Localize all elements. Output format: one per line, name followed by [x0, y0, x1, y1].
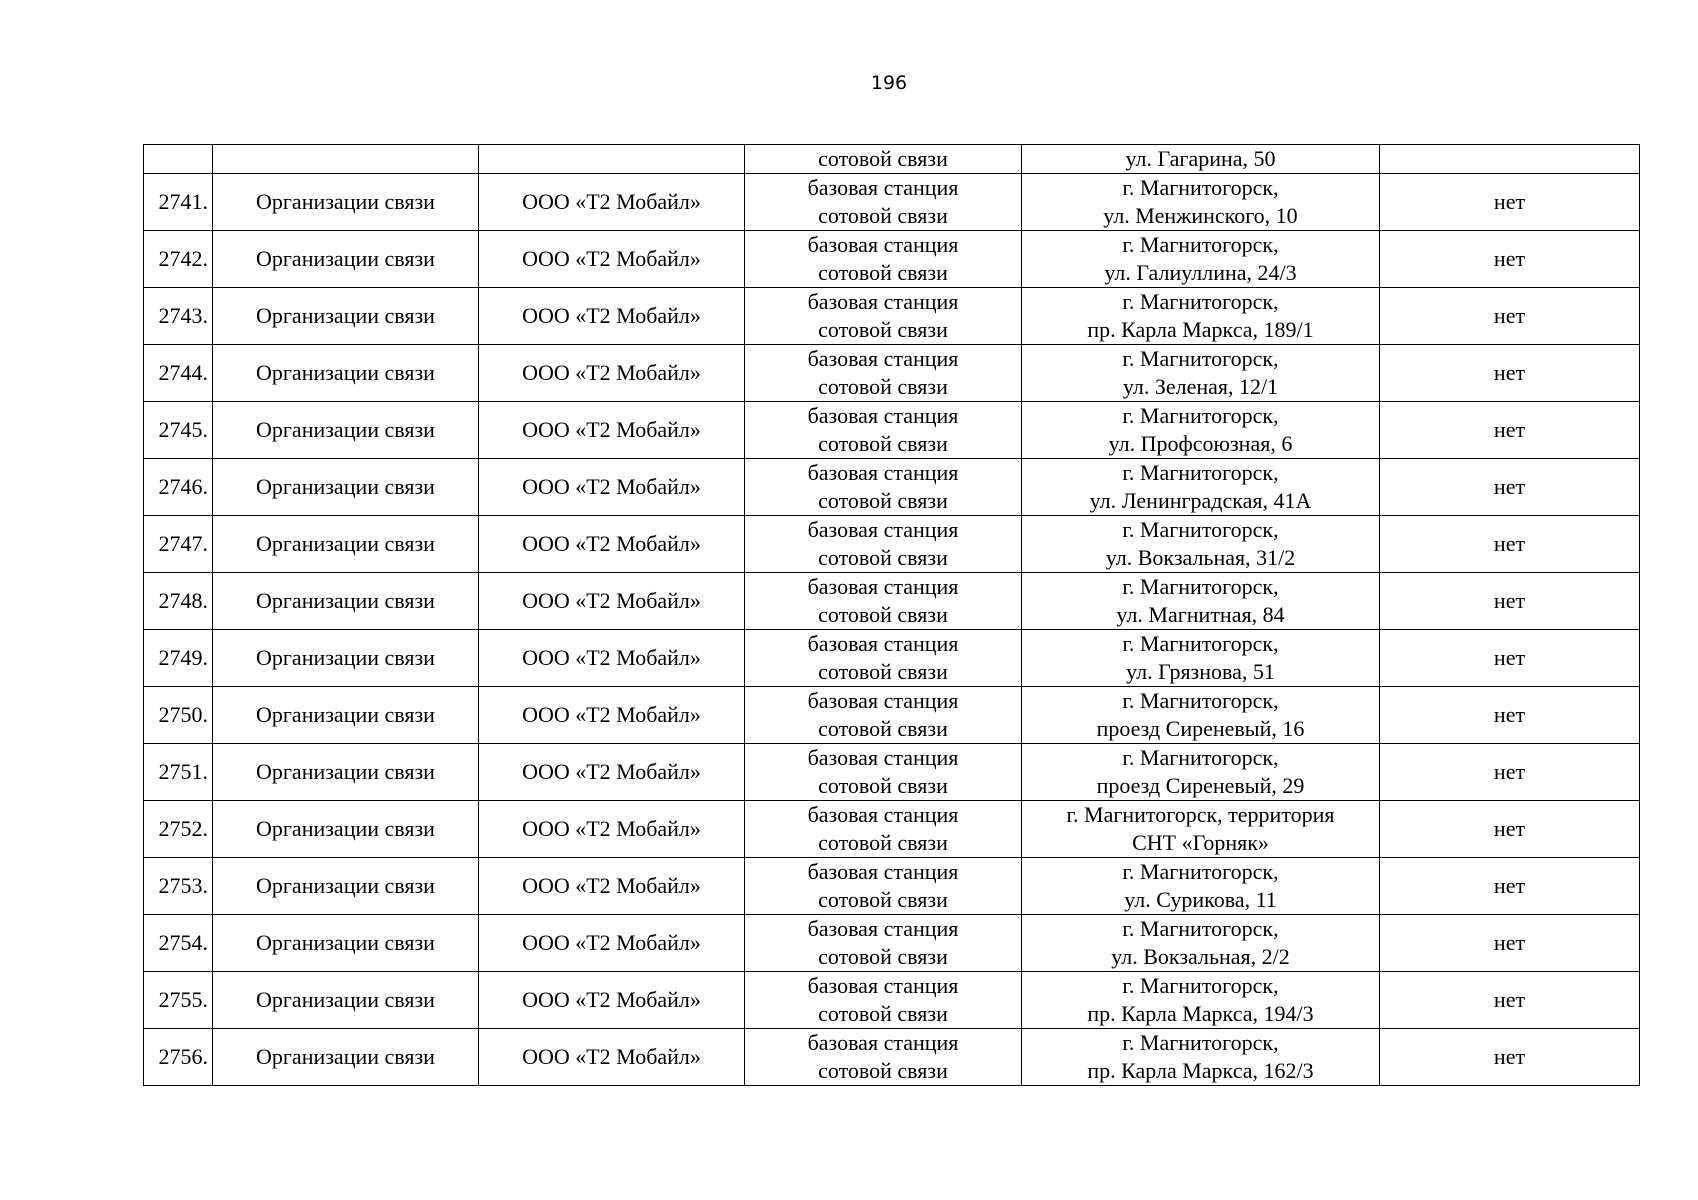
- category-cell: Организации связи: [213, 687, 479, 744]
- row-number-cell: 2751.: [144, 744, 213, 801]
- address-line: г. Магнитогорск, территория: [1066, 802, 1335, 827]
- note-cell: нет: [1380, 744, 1640, 801]
- address-cell: [1022, 1029, 1380, 1086]
- note-cell: нет: [1380, 687, 1640, 744]
- object-type-cell: [745, 801, 1022, 858]
- row-number-cell: 2756.: [144, 1029, 213, 1086]
- address-line: г. Магнитогорск,: [1122, 175, 1279, 200]
- object-type-line: сотовой связи: [818, 431, 948, 456]
- object-type-line: базовая станция: [807, 802, 959, 827]
- organization-cell: ООО «Т2 Мобайл»: [479, 630, 745, 687]
- page-number: 196: [870, 72, 908, 94]
- object-type-cell: [745, 687, 1022, 744]
- object-type-line: сотовой связи: [818, 602, 948, 627]
- note-cell: нет: [1380, 516, 1640, 573]
- category-cell: [213, 145, 479, 174]
- category-cell: Организации связи: [213, 288, 479, 345]
- table-row: [144, 972, 1640, 1029]
- object-type-cell: [745, 744, 1022, 801]
- address-line: пр. Карла Маркса, 189/1: [1087, 317, 1314, 342]
- table-row: [144, 516, 1640, 573]
- address-line: пр. Карла Маркса, 194/3: [1087, 1001, 1314, 1026]
- object-type-line: базовая станция: [807, 574, 959, 599]
- address-line: г. Магнитогорск,: [1122, 973, 1279, 998]
- table-row: [144, 915, 1640, 972]
- object-type-line: базовая станция: [807, 346, 959, 371]
- note-cell: нет: [1380, 231, 1640, 288]
- object-type-cell: [745, 1029, 1022, 1086]
- object-type-line: сотовой связи: [818, 545, 948, 570]
- row-number-cell: 2750.: [144, 687, 213, 744]
- address-line: СНТ «Горняк»: [1132, 830, 1269, 855]
- organization-cell: ООО «Т2 Мобайл»: [479, 801, 745, 858]
- category-cell: Организации связи: [213, 345, 479, 402]
- address-line: проезд Сиреневый, 29: [1096, 773, 1305, 798]
- note-cell: нет: [1380, 915, 1640, 972]
- address-line: ул. Ленинградская, 41А: [1089, 488, 1312, 513]
- row-number-cell: 2748.: [144, 573, 213, 630]
- object-type-line: базовая станция: [807, 745, 959, 770]
- object-type-line: сотовой связи: [818, 1001, 948, 1026]
- row-number-cell: 2753.: [144, 858, 213, 915]
- category-cell: Организации связи: [213, 744, 479, 801]
- organization-cell: ООО «Т2 Мобайл»: [479, 345, 745, 402]
- note-cell: нет: [1380, 972, 1640, 1029]
- object-type-line: сотовой связи: [818, 317, 948, 342]
- category-cell: Организации связи: [213, 858, 479, 915]
- address-cell: [1022, 174, 1380, 231]
- table-row: [144, 744, 1640, 801]
- address-line: ул. Менжинского, 10: [1103, 203, 1298, 228]
- row-number-cell: [144, 145, 213, 174]
- table-row: [144, 1029, 1640, 1086]
- organization-cell: ООО «Т2 Мобайл»: [479, 744, 745, 801]
- address-line: ул. Сурикова, 11: [1124, 887, 1277, 912]
- object-type-line: сотовой связи: [818, 260, 948, 285]
- address-line: ул. Зеленая, 12/1: [1122, 374, 1279, 399]
- object-type-cell: [745, 288, 1022, 345]
- object-type-line: базовая станция: [807, 859, 959, 884]
- object-type-line: сотовой связи: [818, 374, 948, 399]
- address-line: г. Магнитогорск,: [1122, 346, 1279, 371]
- address-line: г. Магнитогорск,: [1122, 403, 1279, 428]
- address-line: пр. Карла Маркса, 162/3: [1087, 1058, 1314, 1083]
- object-type-cell: [745, 459, 1022, 516]
- category-cell: Организации связи: [213, 516, 479, 573]
- organization-cell: ООО «Т2 Мобайл»: [479, 858, 745, 915]
- category-cell: Организации связи: [213, 459, 479, 516]
- organization-cell: ООО «Т2 Мобайл»: [479, 459, 745, 516]
- object-type-cell: [745, 345, 1022, 402]
- address-line: г. Магнитогорск,: [1122, 631, 1279, 656]
- address-line: г. Магнитогорск,: [1122, 574, 1279, 599]
- table-row: [144, 801, 1640, 858]
- organization-cell: [479, 145, 745, 174]
- address-line: г. Магнитогорск,: [1122, 289, 1279, 314]
- address-line: ул. Вокзальная, 2/2: [1111, 944, 1290, 969]
- object-type-line: сотовой связи: [818, 1058, 948, 1083]
- row-number-cell: 2745.: [144, 402, 213, 459]
- object-type-cell: [745, 516, 1022, 573]
- note-cell: нет: [1380, 402, 1640, 459]
- address-cell: [1022, 288, 1380, 345]
- note-cell: нет: [1380, 630, 1640, 687]
- address-line: г. Магнитогорск,: [1122, 688, 1279, 713]
- object-type-cell: [745, 915, 1022, 972]
- organization-cell: ООО «Т2 Мобайл»: [479, 231, 745, 288]
- address-cell: [1022, 231, 1380, 288]
- address-cell: [1022, 345, 1380, 402]
- note-cell: нет: [1380, 459, 1640, 516]
- note-cell: нет: [1380, 345, 1640, 402]
- organization-cell: ООО «Т2 Мобайл»: [479, 516, 745, 573]
- table-row: [144, 345, 1640, 402]
- category-cell: Организации связи: [213, 174, 479, 231]
- organization-cell: ООО «Т2 Мобайл»: [479, 288, 745, 345]
- table-row: [144, 402, 1640, 459]
- organization-cell: ООО «Т2 Мобайл»: [479, 402, 745, 459]
- row-number-cell: 2754.: [144, 915, 213, 972]
- table-row: [144, 459, 1640, 516]
- address-cell: [1022, 630, 1380, 687]
- category-cell: Организации связи: [213, 972, 479, 1029]
- object-type-cell: [745, 972, 1022, 1029]
- registry-table: [143, 144, 1640, 1086]
- address-line: ул. Профсоюзная, 6: [1108, 431, 1293, 456]
- object-type-line: базовая станция: [807, 175, 959, 200]
- object-type-line: базовая станция: [807, 973, 959, 998]
- registry-table-body: [144, 145, 1640, 1086]
- organization-cell: ООО «Т2 Мобайл»: [479, 915, 745, 972]
- address-line: г. Магнитогорск,: [1122, 460, 1279, 485]
- object-type-line: базовая станция: [807, 289, 959, 314]
- object-type-line: базовая станция: [807, 916, 959, 941]
- address-cell: [1022, 744, 1380, 801]
- row-number-cell: 2743.: [144, 288, 213, 345]
- object-type-line: сотовой связи: [818, 773, 948, 798]
- object-type-cell: [745, 174, 1022, 231]
- row-number-cell: 2755.: [144, 972, 213, 1029]
- category-cell: Организации связи: [213, 231, 479, 288]
- category-cell: Организации связи: [213, 402, 479, 459]
- address-line: г. Магнитогорск,: [1122, 1030, 1279, 1055]
- object-type-line: сотовой связи: [818, 830, 948, 855]
- object-type-line: сотовой связи: [818, 716, 948, 741]
- organization-cell: ООО «Т2 Мобайл»: [479, 1029, 745, 1086]
- object-type-line: базовая станция: [807, 232, 959, 257]
- address-cell: [1022, 972, 1380, 1029]
- note-cell: [1380, 145, 1640, 174]
- row-number-cell: 2752.: [144, 801, 213, 858]
- address-line: ул. Магнитная, 84: [1116, 602, 1285, 627]
- address-line: г. Магнитогорск,: [1122, 232, 1279, 257]
- category-cell: Организации связи: [213, 573, 479, 630]
- address-cell: [1022, 516, 1380, 573]
- note-cell: нет: [1380, 174, 1640, 231]
- object-type-line: базовая станция: [807, 517, 959, 542]
- address-line: г. Магнитогорск,: [1122, 916, 1279, 941]
- row-number-cell: 2744.: [144, 345, 213, 402]
- note-cell: нет: [1380, 858, 1640, 915]
- object-type-line: сотовой связи: [818, 944, 948, 969]
- organization-cell: ООО «Т2 Мобайл»: [479, 573, 745, 630]
- organization-cell: ООО «Т2 Мобайл»: [479, 972, 745, 1029]
- address-line: ул. Вокзальная, 31/2: [1105, 545, 1296, 570]
- table-row: [144, 288, 1640, 345]
- note-cell: нет: [1380, 801, 1640, 858]
- object-type-cell: [745, 858, 1022, 915]
- category-cell: Организации связи: [213, 1029, 479, 1086]
- object-type-cell: [745, 231, 1022, 288]
- row-number-cell: 2741.: [144, 174, 213, 231]
- address-line: проезд Сиреневый, 16: [1096, 716, 1305, 741]
- row-number-cell: 2742.: [144, 231, 213, 288]
- note-cell: нет: [1380, 573, 1640, 630]
- note-cell: нет: [1380, 1029, 1640, 1086]
- object-type-line: базовая станция: [807, 403, 959, 428]
- organization-cell: ООО «Т2 Мобайл»: [479, 687, 745, 744]
- object-type-line: базовая станция: [807, 631, 959, 656]
- table-row: [144, 573, 1640, 630]
- address-line: г. Магнитогорск,: [1122, 745, 1279, 770]
- address-cell: [1022, 402, 1380, 459]
- address-cell: [1022, 459, 1380, 516]
- table-row: [144, 231, 1640, 288]
- table-row: [144, 858, 1640, 915]
- address-cell: [1022, 573, 1380, 630]
- object-type-line: сотовой связи: [818, 203, 948, 228]
- address-cell: [1022, 915, 1380, 972]
- object-type-line: сотовой связи: [818, 488, 948, 513]
- row-number-cell: 2746.: [144, 459, 213, 516]
- address-cell: [1022, 858, 1380, 915]
- table-row-continued: [144, 145, 1640, 174]
- object-type-cell: [745, 402, 1022, 459]
- object-type-line: сотовой связи: [818, 659, 948, 684]
- object-type-line: базовая станция: [807, 688, 959, 713]
- category-cell: Организации связи: [213, 630, 479, 687]
- row-number-cell: 2749.: [144, 630, 213, 687]
- address-cell: [1022, 801, 1380, 858]
- object-type-line: сотовой связи: [818, 887, 948, 912]
- address-cell: [1022, 687, 1380, 744]
- object-type-cell: сотовой связи: [745, 145, 1022, 174]
- note-cell: нет: [1380, 288, 1640, 345]
- address-cell: ул. Гагарина, 50: [1022, 145, 1380, 174]
- address-line: ул. Галиуллина, 24/3: [1104, 260, 1297, 285]
- table-row: [144, 630, 1640, 687]
- table-row: [144, 687, 1640, 744]
- object-type-cell: [745, 573, 1022, 630]
- object-type-cell: [745, 630, 1022, 687]
- table-row: [144, 174, 1640, 231]
- category-cell: Организации связи: [213, 801, 479, 858]
- row-number-cell: 2747.: [144, 516, 213, 573]
- address-line: г. Магнитогорск,: [1122, 859, 1279, 884]
- address-line: ул. Грязнова, 51: [1126, 659, 1275, 684]
- address-line: г. Магнитогорск,: [1122, 517, 1279, 542]
- category-cell: Организации связи: [213, 915, 479, 972]
- object-type-line: базовая станция: [807, 1030, 959, 1055]
- organization-cell: ООО «Т2 Мобайл»: [479, 174, 745, 231]
- object-type-line: базовая станция: [807, 460, 959, 485]
